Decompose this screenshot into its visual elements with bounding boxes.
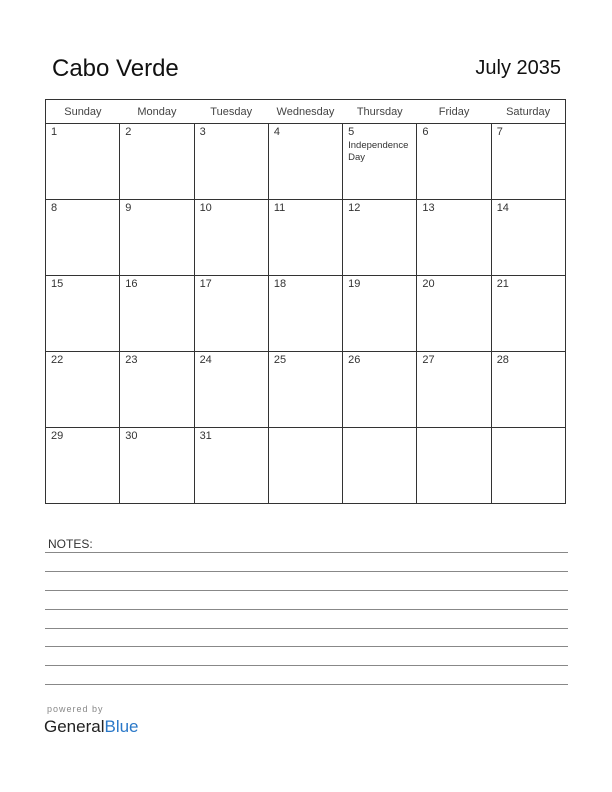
day-cell (417, 352, 491, 428)
day-number: 30 (125, 430, 138, 442)
day-number: 25 (273, 354, 287, 366)
day-cell (46, 428, 120, 504)
day-cell (46, 276, 120, 352)
week-row (46, 200, 566, 276)
day-number: 6 (422, 126, 429, 138)
note-line (45, 609, 568, 610)
day-number: 7 (496, 126, 503, 138)
note-line (45, 628, 568, 629)
day-cell (194, 200, 268, 276)
brand-general: General (44, 717, 105, 736)
week-row (46, 124, 566, 200)
day-cell (268, 428, 342, 504)
day-cell (194, 276, 268, 352)
note-line (45, 684, 568, 685)
day-number: 4 (273, 126, 280, 138)
day-cell (417, 276, 491, 352)
note-line (45, 646, 568, 647)
day-cell (268, 352, 342, 428)
brand-blue: Blue (104, 717, 139, 736)
day-number: 27 (422, 354, 435, 366)
day-cell (120, 200, 194, 276)
day-number: 16 (125, 278, 138, 290)
day-cell (194, 428, 268, 504)
day-cell (343, 200, 417, 276)
day-number: 29 (51, 430, 64, 442)
day-cell (120, 352, 194, 428)
country-title: Cabo Verde (52, 55, 179, 82)
weekday-saturday: Saturday (491, 100, 565, 124)
week-row (46, 276, 566, 352)
day-cell (343, 428, 417, 504)
note-line (45, 590, 568, 591)
generalblue-logo (44, 717, 139, 737)
weekday-wednesday: Wednesday (268, 100, 342, 124)
day-number: 15 (51, 278, 64, 290)
day-cell (194, 124, 268, 200)
day-number: 12 (348, 202, 361, 214)
day-cell (343, 352, 417, 428)
day-cell (46, 352, 120, 428)
day-number: 31 (199, 430, 212, 442)
day-number: 23 (125, 354, 138, 366)
day-number: 11 (273, 202, 286, 214)
day-cell (194, 352, 268, 428)
weekday-monday: Monday (120, 100, 194, 124)
day-cell (417, 124, 491, 200)
day-cell (343, 276, 417, 352)
day-cell (46, 124, 120, 200)
weekday-friday: Friday (417, 100, 491, 124)
day-number: 26 (348, 354, 361, 366)
week-row (46, 352, 566, 428)
day-number: 5 (348, 126, 355, 138)
holiday-label: Independence Day (348, 140, 409, 163)
weekday-tuesday: Tuesday (194, 100, 268, 124)
calendar-grid (45, 99, 566, 504)
day-cell (491, 200, 565, 276)
notes-label: NOTES: (48, 537, 93, 551)
day-cell (120, 124, 194, 200)
day-number: 10 (199, 202, 212, 214)
day-number: 14 (496, 202, 509, 214)
note-line (45, 571, 568, 572)
day-number: 13 (422, 202, 435, 214)
day-cell (417, 428, 491, 504)
day-number: 1 (51, 126, 58, 138)
day-number: 20 (422, 278, 435, 290)
note-line (45, 552, 568, 553)
day-number: 24 (199, 354, 212, 366)
day-cell (343, 124, 417, 200)
note-line (45, 665, 568, 666)
day-number: 28 (496, 354, 509, 366)
day-number: 18 (273, 278, 287, 290)
day-number: 8 (51, 202, 58, 214)
day-cell (417, 200, 491, 276)
month-year: July 2035 (475, 57, 561, 79)
weekday-thursday: Thursday (343, 100, 417, 124)
day-number: 22 (51, 354, 64, 366)
day-cell (491, 352, 565, 428)
day-cell (268, 124, 342, 200)
day-cell (120, 428, 194, 504)
day-cell (46, 200, 120, 276)
day-cell (491, 124, 565, 200)
week-row (46, 428, 566, 504)
powered-by-text: powered by (47, 704, 104, 714)
weekday-header-row (46, 100, 566, 124)
day-number: 19 (348, 278, 361, 290)
day-number: 21 (496, 278, 509, 290)
day-number: 3 (199, 126, 206, 138)
day-cell (491, 428, 565, 504)
day-cell (268, 200, 342, 276)
day-number: 17 (199, 278, 212, 290)
day-number: 2 (125, 126, 132, 138)
day-cell (268, 276, 342, 352)
day-cell (120, 276, 194, 352)
day-cell (491, 276, 565, 352)
day-number: 9 (125, 202, 132, 214)
weekday-sunday: Sunday (46, 100, 120, 124)
